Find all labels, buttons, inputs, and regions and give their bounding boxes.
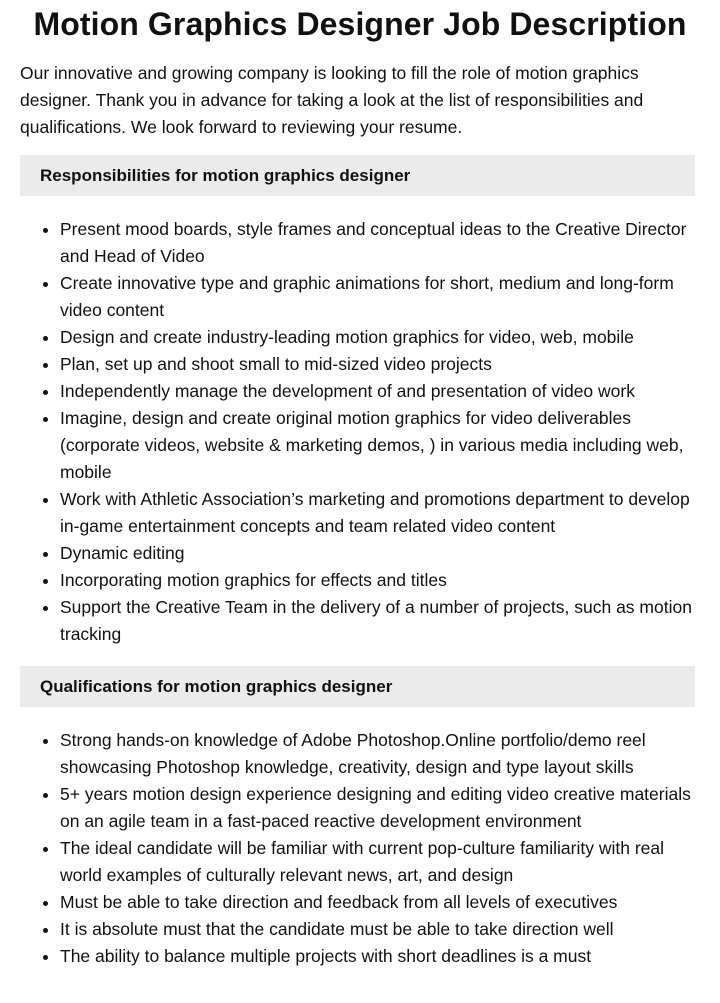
list-item: • Dynamic editing: [60, 540, 695, 567]
list-item: • Support the Creative Team in the delivery of a number of projects, such as motion tracking: [60, 594, 695, 648]
list-item: • The ability to balance multiple projects with short deadlines is a must: [60, 943, 695, 970]
list-item: • The ideal candidate will be familiar with current pop-culture familiarity with real world examples of culturally relevant news, art, and design: [60, 835, 695, 889]
list-item: • 5+ years motion design experience designing and editing video creative materials on an agile team in a fast-paced reactive development environment: [60, 781, 695, 835]
qualifications-heading: Qualifications for motion graphics designer: [20, 666, 695, 707]
list-item: • Strong hands-on knowledge of Adobe Photoshop.Online portfolio/demo reel showcasing Photoshop knowledge, creativity, design and type layout skills: [60, 727, 695, 781]
responsibilities-list: [20, 216, 695, 648]
intro-paragraph: Our innovative and growing company is looking to fill the role of motion graphics designer. Thank you in advance for taking a look at the list of responsibilities and qualifications. We look forward to reviewing your resume.: [20, 63, 644, 137]
list-item: • Design and create industry-leading motion graphics for video, web, mobile: [60, 324, 695, 351]
list-item: • Present mood boards, style frames and conceptual ideas to the Creative Director and Head of Video: [60, 216, 695, 270]
list-item: • Work with Athletic Association’s marketing and promotions department to develop in-game entertainment concepts and team related video content: [60, 486, 695, 540]
list-item: • Incorporating motion graphics for effects and titles: [60, 567, 695, 594]
list-item: • Plan, set up and shoot small to mid-sized video projects: [60, 351, 695, 378]
page-title: Motion Graphics Designer Job Description: [33, 6, 687, 42]
list-item: • It is absolute must that the candidate must be able to take direction well: [60, 916, 695, 943]
list-item: • Imagine, design and create original motion graphics for video deliverables (corporate videos, website & marketing demos, ) in various media including web, mobile: [60, 405, 695, 486]
list-item: • Independently manage the development of and presentation of video work: [60, 378, 695, 405]
list-item: • Create innovative type and graphic animations for short, medium and long-form video content: [60, 270, 695, 324]
list-item: • Must be able to take direction and feedback from all levels of executives: [60, 889, 695, 916]
qualifications-list: [20, 727, 695, 970]
responsibilities-heading: Responsibilities for motion graphics designer: [20, 155, 695, 196]
